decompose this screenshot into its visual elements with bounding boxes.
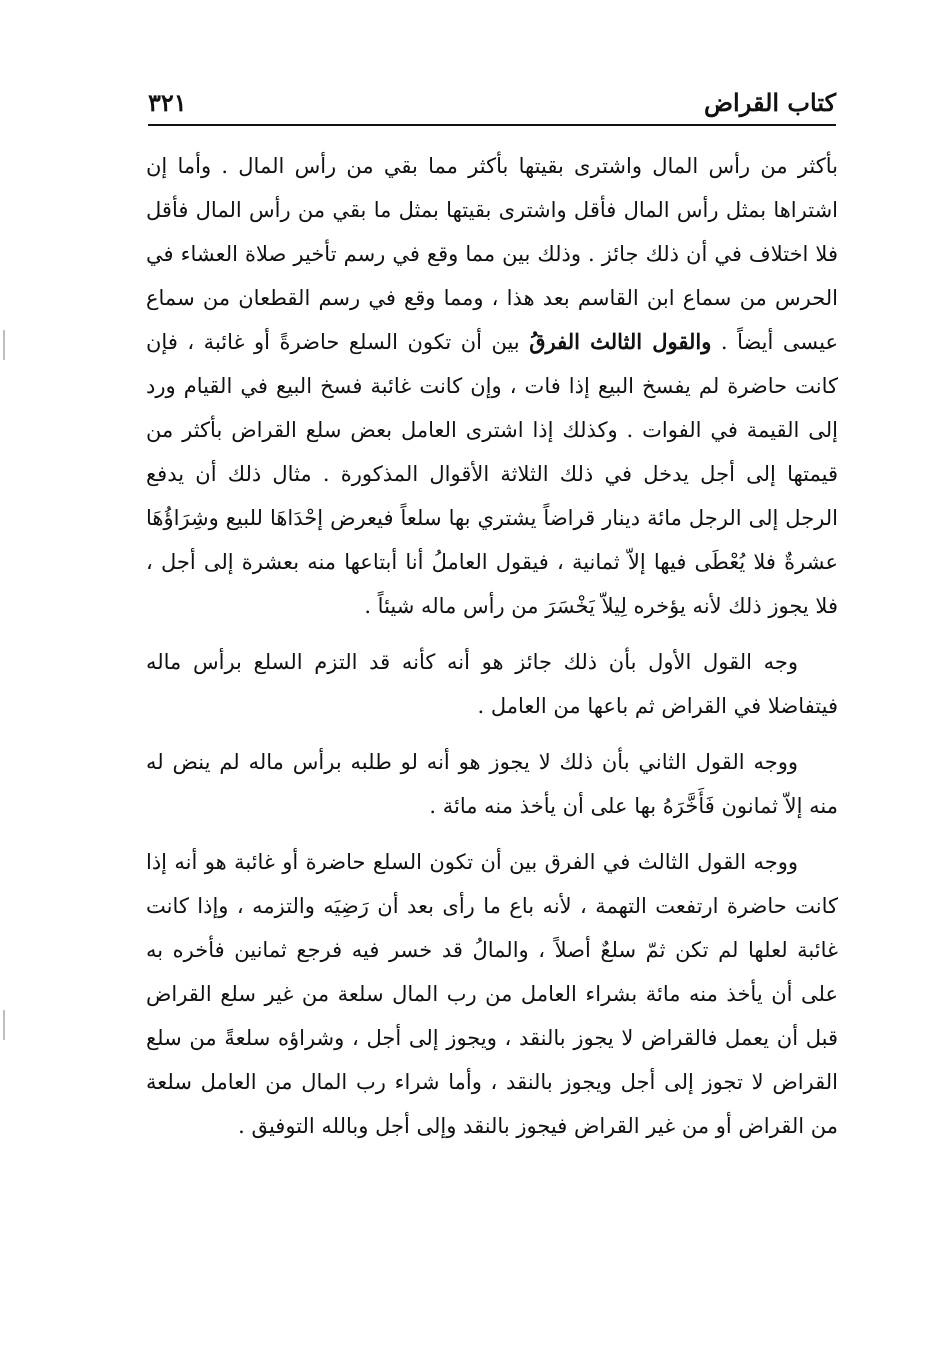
running-head <box>148 84 836 132</box>
paragraph-1 <box>146 144 838 628</box>
scan-edge-mark <box>3 330 5 360</box>
paragraph-1-continuation: بين أن تكون السلع حاضرةً أو غائبة ، فإن كانت حاضرة لم يفسخ البيع إذا فات ، وإن كانت غائبة فسخ البيع في القيام ورد إلى القيمة في الفوات . وكذلك إذا اشترى العامل بعض سلع القراض بأكثر من قيمتها إلى أجل يدخل في ذلك الثلاثة الأقوال المذكورة . مثال ذلك أن يدفع الرجل إلى الرجل مائة دينار قراضاً يشتري بها سلعاً فيعرض إحْدَاهَا للبيع وشِرَاؤُهَا عشرةٌ فلا يُعْطَى فيها إلاّ ثمانية ، فيقول العاملُ أنا أبتاعها منه بعشرة إلى أجل ، فلا يجوز ذلك لأنه يؤخره لِيلاّ يَخْسَرَ من رأس ماله شيئاً . <box>146 330 838 618</box>
paragraph-2: وجه القول الأول بأن ذلك جائز هو أنه كأنه قد التزم السلع برأس ماله فيتفاضلا في القراض ثم باعها من العامل . <box>146 650 838 718</box>
chapter-title: كتاب القراض <box>704 88 836 117</box>
paragraph-3: ووجه القول الثاني بأن ذلك لا يجوز هو أنه لو طلبه برأس ماله لم ينض له منه إلاّ ثمانون فَأَخَّرَهُ بها على أن يأخذ منه مائة . <box>146 750 838 818</box>
paragraph-4: ووجه القول الثالث في الفرق بين أن تكون السلع حاضرة أو غائبة هو أنه إذا كانت حاضرة ارتفعت التهمة ، لأنه باع ما رأى بعد أن رَضِيَه والتزمه ، وإذا كانت غائبة لعلها لم تكن ثمّ سلعٌ أصلاً ، والمالُ قد خسر فيه فرجع ثمانين فأخره به على أن يأخذ منه مائة بشراء العامل من رب المال سلعة من غير سلع القراض قبل أن يعمل فالقراض لا يجوز بالنقد ، ويجوز إلى أجل ، وشراؤه سلعةً من سلع القراض لا تجوز إلى أجل ويجوز بالنقد ، وأما شراء رب المال من العامل سلعة من القراض أو من غير القراض فيجوز بالنقد وإلى أجل وبالله التوفيق . <box>146 850 838 1138</box>
paragraph-1-text: بأكثر من رأس المال واشترى بقيتها بأكثر مما بقي من رأس المال . وأما إن اشتراها بمثل رأس المال فأقل واشترى بقيتها بمثل ما بقي من رأس المال فأقل فلا اختلاف في أن ذلك جائز . وذلك بين مما وقع في رسم تأخير صلاة العشاء في الحرس من سماع ابن القاسم بعد هذا ، ومما وقع في رسم القطعان من سماع عيسى أيضاً . <box>146 154 838 354</box>
paragraph-1-bold-phrase: والقول الثالث الفرقُ <box>529 329 712 354</box>
page-number: ٣٢١ <box>148 88 187 117</box>
header-rule <box>148 124 836 126</box>
body-text <box>146 144 838 1148</box>
scan-edge-mark <box>3 1010 5 1040</box>
